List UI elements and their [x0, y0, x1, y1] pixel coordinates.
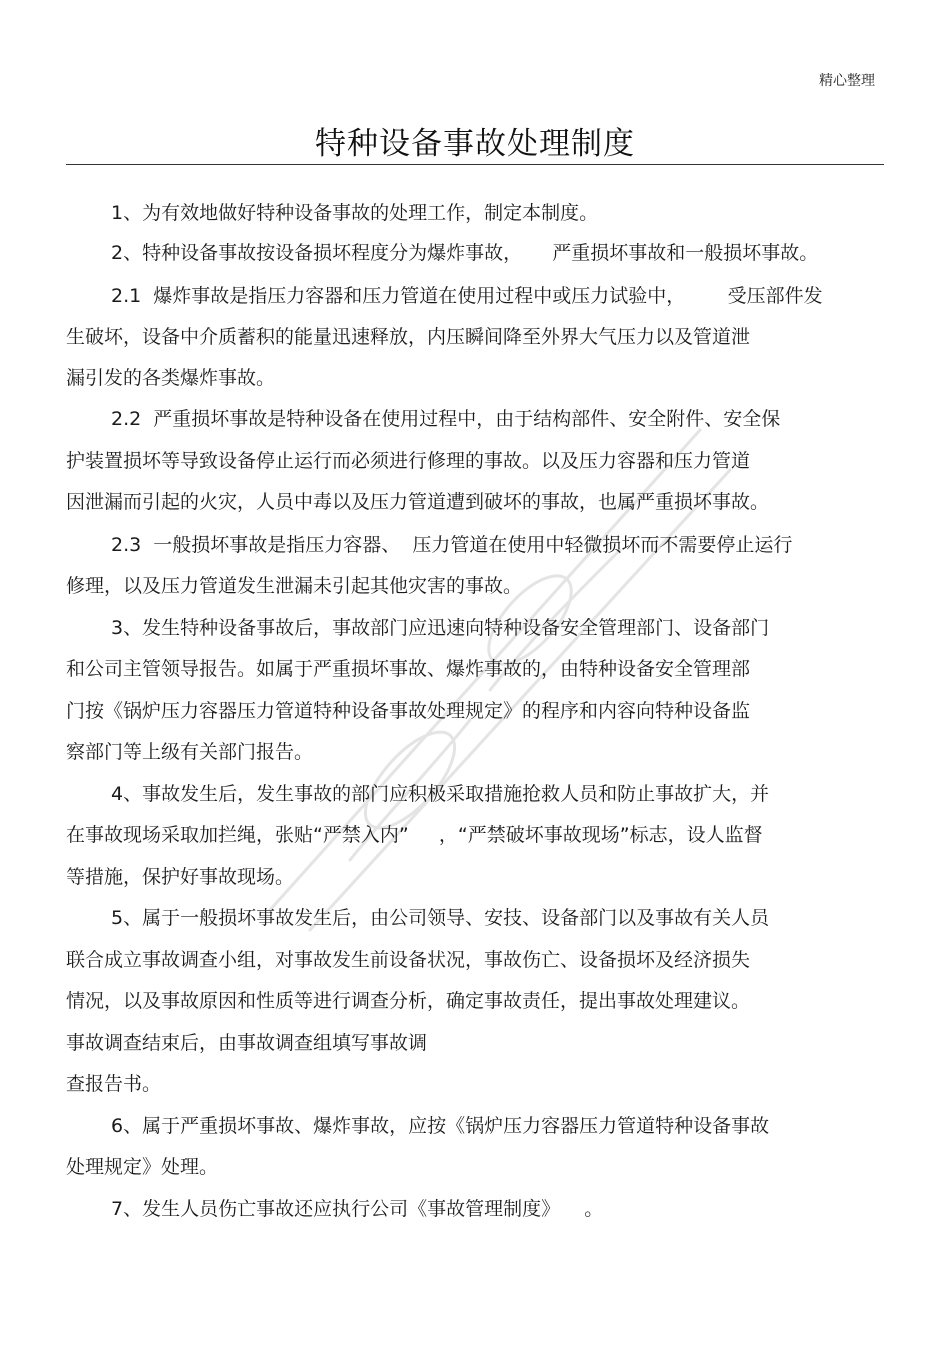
paragraph-line: 因泄漏而引起的火灾，人员中毒以及压力管道遭到破坏的事故，也属严重损坏事故。 [66, 491, 770, 513]
paragraph-line: 2.3 一般损坏事故是指压力容器、 压力管道在使用中轻微损坏而不需要停止运行 [111, 534, 793, 556]
paragraph-line: 1、为有效地做好特种设备事故的处理工作，制定本制度。 [111, 202, 599, 224]
paragraph-line: 处理规定》处理。 [66, 1156, 219, 1178]
header-note: 精心整理 [819, 73, 875, 89]
paragraph-line: 6、属于严重损坏事故、爆炸事故，应按《锅炉压力容器压力管道特种设备事故 [111, 1115, 770, 1137]
paragraph-line: 4、事故发生后，发生事故的部门应积极采取措施抢救人员和防止事故扩大，并 [111, 783, 770, 805]
paragraph-line: 察部门等上级有关部门报告。 [66, 741, 314, 763]
page-title: 特种设备事故处理制度 [315, 126, 635, 162]
paragraph-line: 事故调查结束后，由事故调查组填写事故调 [66, 1032, 428, 1054]
paragraph-line: 2、特种设备事故按设备损坏程度分为爆炸事故， 严重损坏事故和一般损坏事故。 [111, 242, 819, 264]
paragraph-line: 漏引发的各类爆炸事故。 [66, 367, 276, 389]
paragraph-line: 2.1 爆炸事故是指压力容器和压力管道在使用过程中或压力试验中， 受压部件发 [111, 285, 823, 307]
paragraph-line: 生破坏，设备中介质蓄积的能量迅速释放，内压瞬间降至外界大气压力以及管道泄 [66, 326, 751, 348]
paragraph-line: 情况，以及事故原因和性质等进行调查分析，确定事故责任，提出事故处理建议。 [66, 990, 751, 1012]
paragraph-line: 5、属于一般损坏事故发生后，由公司领导、安技、设备部门以及事故有关人员 [111, 907, 770, 929]
paragraph-line: 修理，以及压力管道发生泄漏未引起其他灾害的事故。 [66, 575, 523, 597]
paragraph-line: 护装置损坏等导致设备停止运行而必须进行修理的事故。以及压力容器和压力管道 [66, 450, 751, 472]
paragraph-line: 2.2 严重损坏事故是特种设备在使用过程中，由于结构部件、安全附件、安全保 [111, 408, 781, 430]
paragraph-line: 联合成立事故调查小组，对事故发生前设备状况，事故伤亡、设备损坏及经济损失 [66, 949, 751, 971]
paragraph-line: 门按《锅炉压力容器压力管道特种设备事故处理规定》的程序和内容向特种设备监 [66, 700, 751, 722]
paragraph-line: 7、发生人员伤亡事故还应执行公司《事故管理制度》 。 [111, 1198, 604, 1220]
paragraph-line: 3、发生特种设备事故后，事故部门应迅速向特种设备安全管理部门、设备部门 [111, 617, 770, 639]
paragraph-line: 查报告书。 [66, 1073, 162, 1095]
paragraph-line: 等措施，保护好事故现场。 [66, 866, 295, 888]
paragraph-line: 在事故现场采取加拦绳，张贴“严禁入内” ，“严禁破坏事故现场”标志，设人监督 [66, 824, 763, 846]
paragraph-line: 和公司主管领导报告。如属于严重损坏事故、爆炸事故的，由特种设备安全管理部 [66, 658, 751, 680]
